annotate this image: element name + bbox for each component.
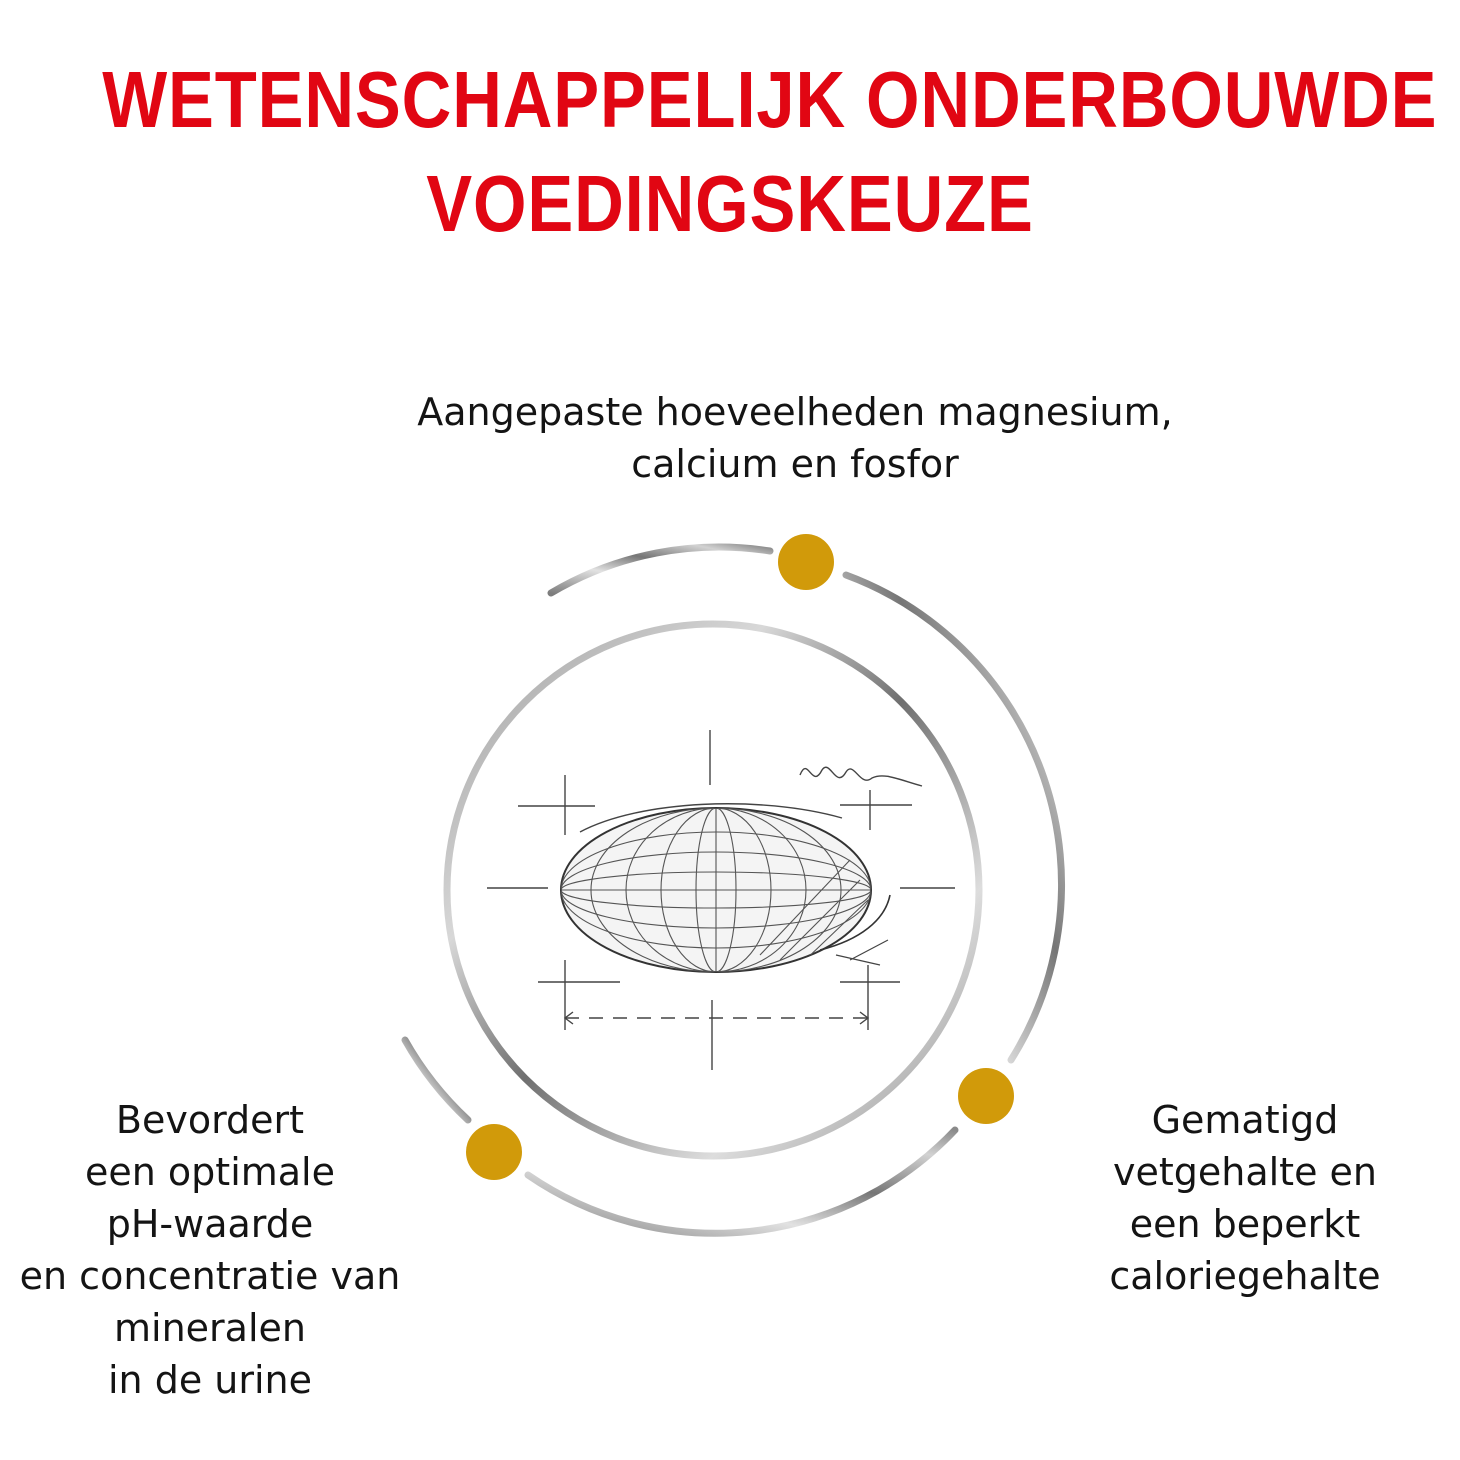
benefit-right-line: caloriegehalte xyxy=(1109,1254,1381,1298)
benefit-left-line: in de urine xyxy=(107,1358,313,1402)
benefit-top-line: calcium en fosfor xyxy=(631,442,959,486)
headline-line-2: VOEDINGSKEUZE xyxy=(426,159,1034,248)
benefit-right-line: een beperkt xyxy=(1129,1202,1361,1246)
benefit-top-line: Aangepaste hoeveelheden magnesium, xyxy=(417,390,1173,434)
benefit-caption-right xyxy=(1060,1094,1430,1302)
headline-line-1: WETENSCHAPPELIJK ONDERBOUWDE xyxy=(102,55,1438,144)
benefit-left-line: mineralen xyxy=(114,1306,306,1350)
outer-arc-top xyxy=(551,547,770,593)
benefit-caption-top xyxy=(330,386,1260,490)
headline xyxy=(102,48,1438,256)
benefit-caption-left xyxy=(0,1094,420,1406)
accent-dot-top xyxy=(778,534,834,590)
benefit-left-line: pH-waarde xyxy=(106,1202,314,1246)
accent-dot-left xyxy=(466,1124,522,1180)
benefit-left-line: Bevordert xyxy=(115,1098,305,1142)
benefit-left-line: en concentratie van xyxy=(19,1254,401,1298)
benefit-right-line: Gematigd xyxy=(1151,1098,1339,1142)
benefit-right-line: vetgehalte en xyxy=(1112,1150,1377,1194)
outer-arc-bottom xyxy=(528,1130,955,1233)
outer-arc-left xyxy=(405,1040,468,1120)
kibble-diagram xyxy=(380,500,1080,1260)
accent-dot-right xyxy=(958,1068,1014,1124)
benefit-left-line: een optimale xyxy=(85,1150,335,1194)
kibble-sketch xyxy=(561,808,890,972)
outer-arc-right xyxy=(846,575,1062,1060)
